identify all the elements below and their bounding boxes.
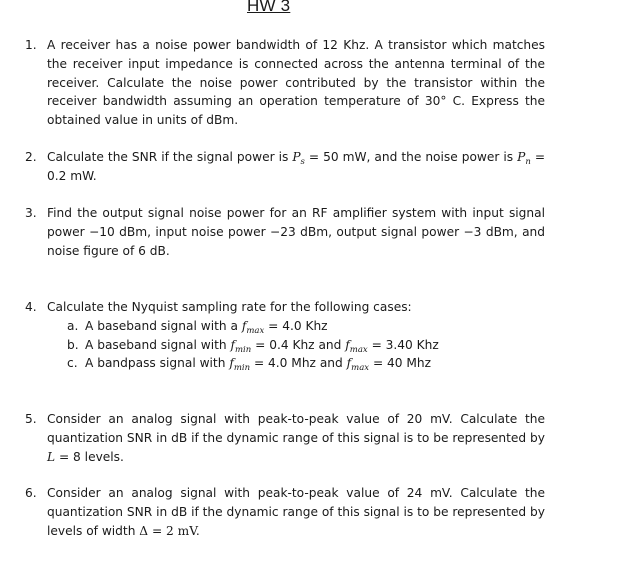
frequency-value: = 40 Mhz	[372, 356, 432, 371]
frequency-symbol: f	[345, 337, 350, 352]
question-3	[25, 204, 545, 260]
sub-question-text: A baseband signal with	[85, 337, 227, 352]
frequency-value: = 0.4 Khz and	[255, 337, 342, 352]
question-5	[25, 410, 545, 466]
question-number: 3.	[25, 206, 37, 220]
question-number: 1.	[25, 38, 37, 52]
frequency-symbol: f	[229, 356, 234, 371]
question-number: 6.	[25, 486, 37, 500]
question-2	[25, 148, 545, 186]
frequency-subscript: max	[349, 344, 368, 355]
question-number: 2.	[25, 150, 37, 164]
question-4	[25, 298, 545, 373]
sub-question-text: A bandpass signal with	[85, 356, 226, 371]
sub-question-label: a.	[67, 318, 79, 333]
frequency-subscript: min	[233, 363, 251, 374]
question-text	[47, 484, 545, 540]
noise-power-subscript: n	[525, 157, 531, 167]
sub-question-b	[65, 336, 545, 355]
question-text-part: Consider an analog signal with peak-to-peak value of 24 mV. Calculate the quantization SNR in dB if the dynamic range of this signal is to be represented by levels of width	[47, 486, 545, 538]
levels-symbol: L	[47, 449, 56, 464]
frequency-value: = 4.0 Mhz and	[253, 356, 343, 371]
frequency-symbol: f	[241, 318, 247, 333]
question-number: 4.	[25, 300, 37, 314]
frequency-subscript: max	[351, 363, 370, 374]
sub-question-label: c.	[67, 356, 78, 371]
question-number: 5.	[25, 412, 37, 426]
question-text	[47, 410, 545, 466]
question-text: A receiver has a noise power bandwidth of 12 Khz. A transistor which matches the receiver input impedance is connected across the antenna terminal of the receiver. Calculate the noise power contributed by the transistor within the receiver bandwidth assuming an operation temperature of 30° C. Express the obtained value in units of dBm.	[47, 38, 545, 128]
sub-question-a	[65, 317, 545, 336]
frequency-value: = 3.40 Khz	[371, 337, 439, 352]
frequency-symbol: f	[346, 356, 352, 371]
question-text	[47, 148, 545, 186]
sub-question-text: A baseband signal with a	[85, 318, 238, 333]
level-width-value: Δ = 2 mV.	[139, 523, 200, 538]
page-title: HW 3	[247, 0, 291, 15]
frequency-value: = 4.0 Khz	[268, 318, 328, 333]
signal-power-symbol: P	[292, 150, 301, 164]
question-text: Find the output signal noise power for an RF amplifier system with input signal power −10 dBm, input noise power −23 dBm, output signal power −3 dBm, and noise figure of 6 dB.	[47, 206, 545, 258]
question-text-part: Calculate the SNR if the signal power is	[47, 150, 289, 164]
question-text-part: Consider an analog signal with peak-to-peak value of 20 mV. Calculate the quantization SNR in dB if the dynamic range of this signal is to be represented by	[47, 412, 545, 445]
noise-power-value: = 0.2 mW.	[47, 150, 546, 183]
question-6	[25, 484, 545, 540]
levels-value: = 8 levels.	[58, 449, 124, 464]
sub-question-c	[65, 354, 545, 373]
frequency-subscript: min	[234, 344, 252, 355]
question-1	[25, 36, 545, 130]
signal-power-value: = 50 mW, and the noise power is	[308, 150, 514, 164]
sub-question-list	[65, 317, 545, 373]
sub-question-label: b.	[67, 337, 79, 352]
frequency-subscript: max	[246, 325, 265, 336]
frequency-symbol: f	[230, 337, 235, 352]
signal-power-subscript: s	[300, 157, 305, 167]
noise-power-symbol: P	[517, 150, 526, 164]
question-text: Calculate the Nyquist sampling rate for the following cases:	[47, 300, 412, 314]
